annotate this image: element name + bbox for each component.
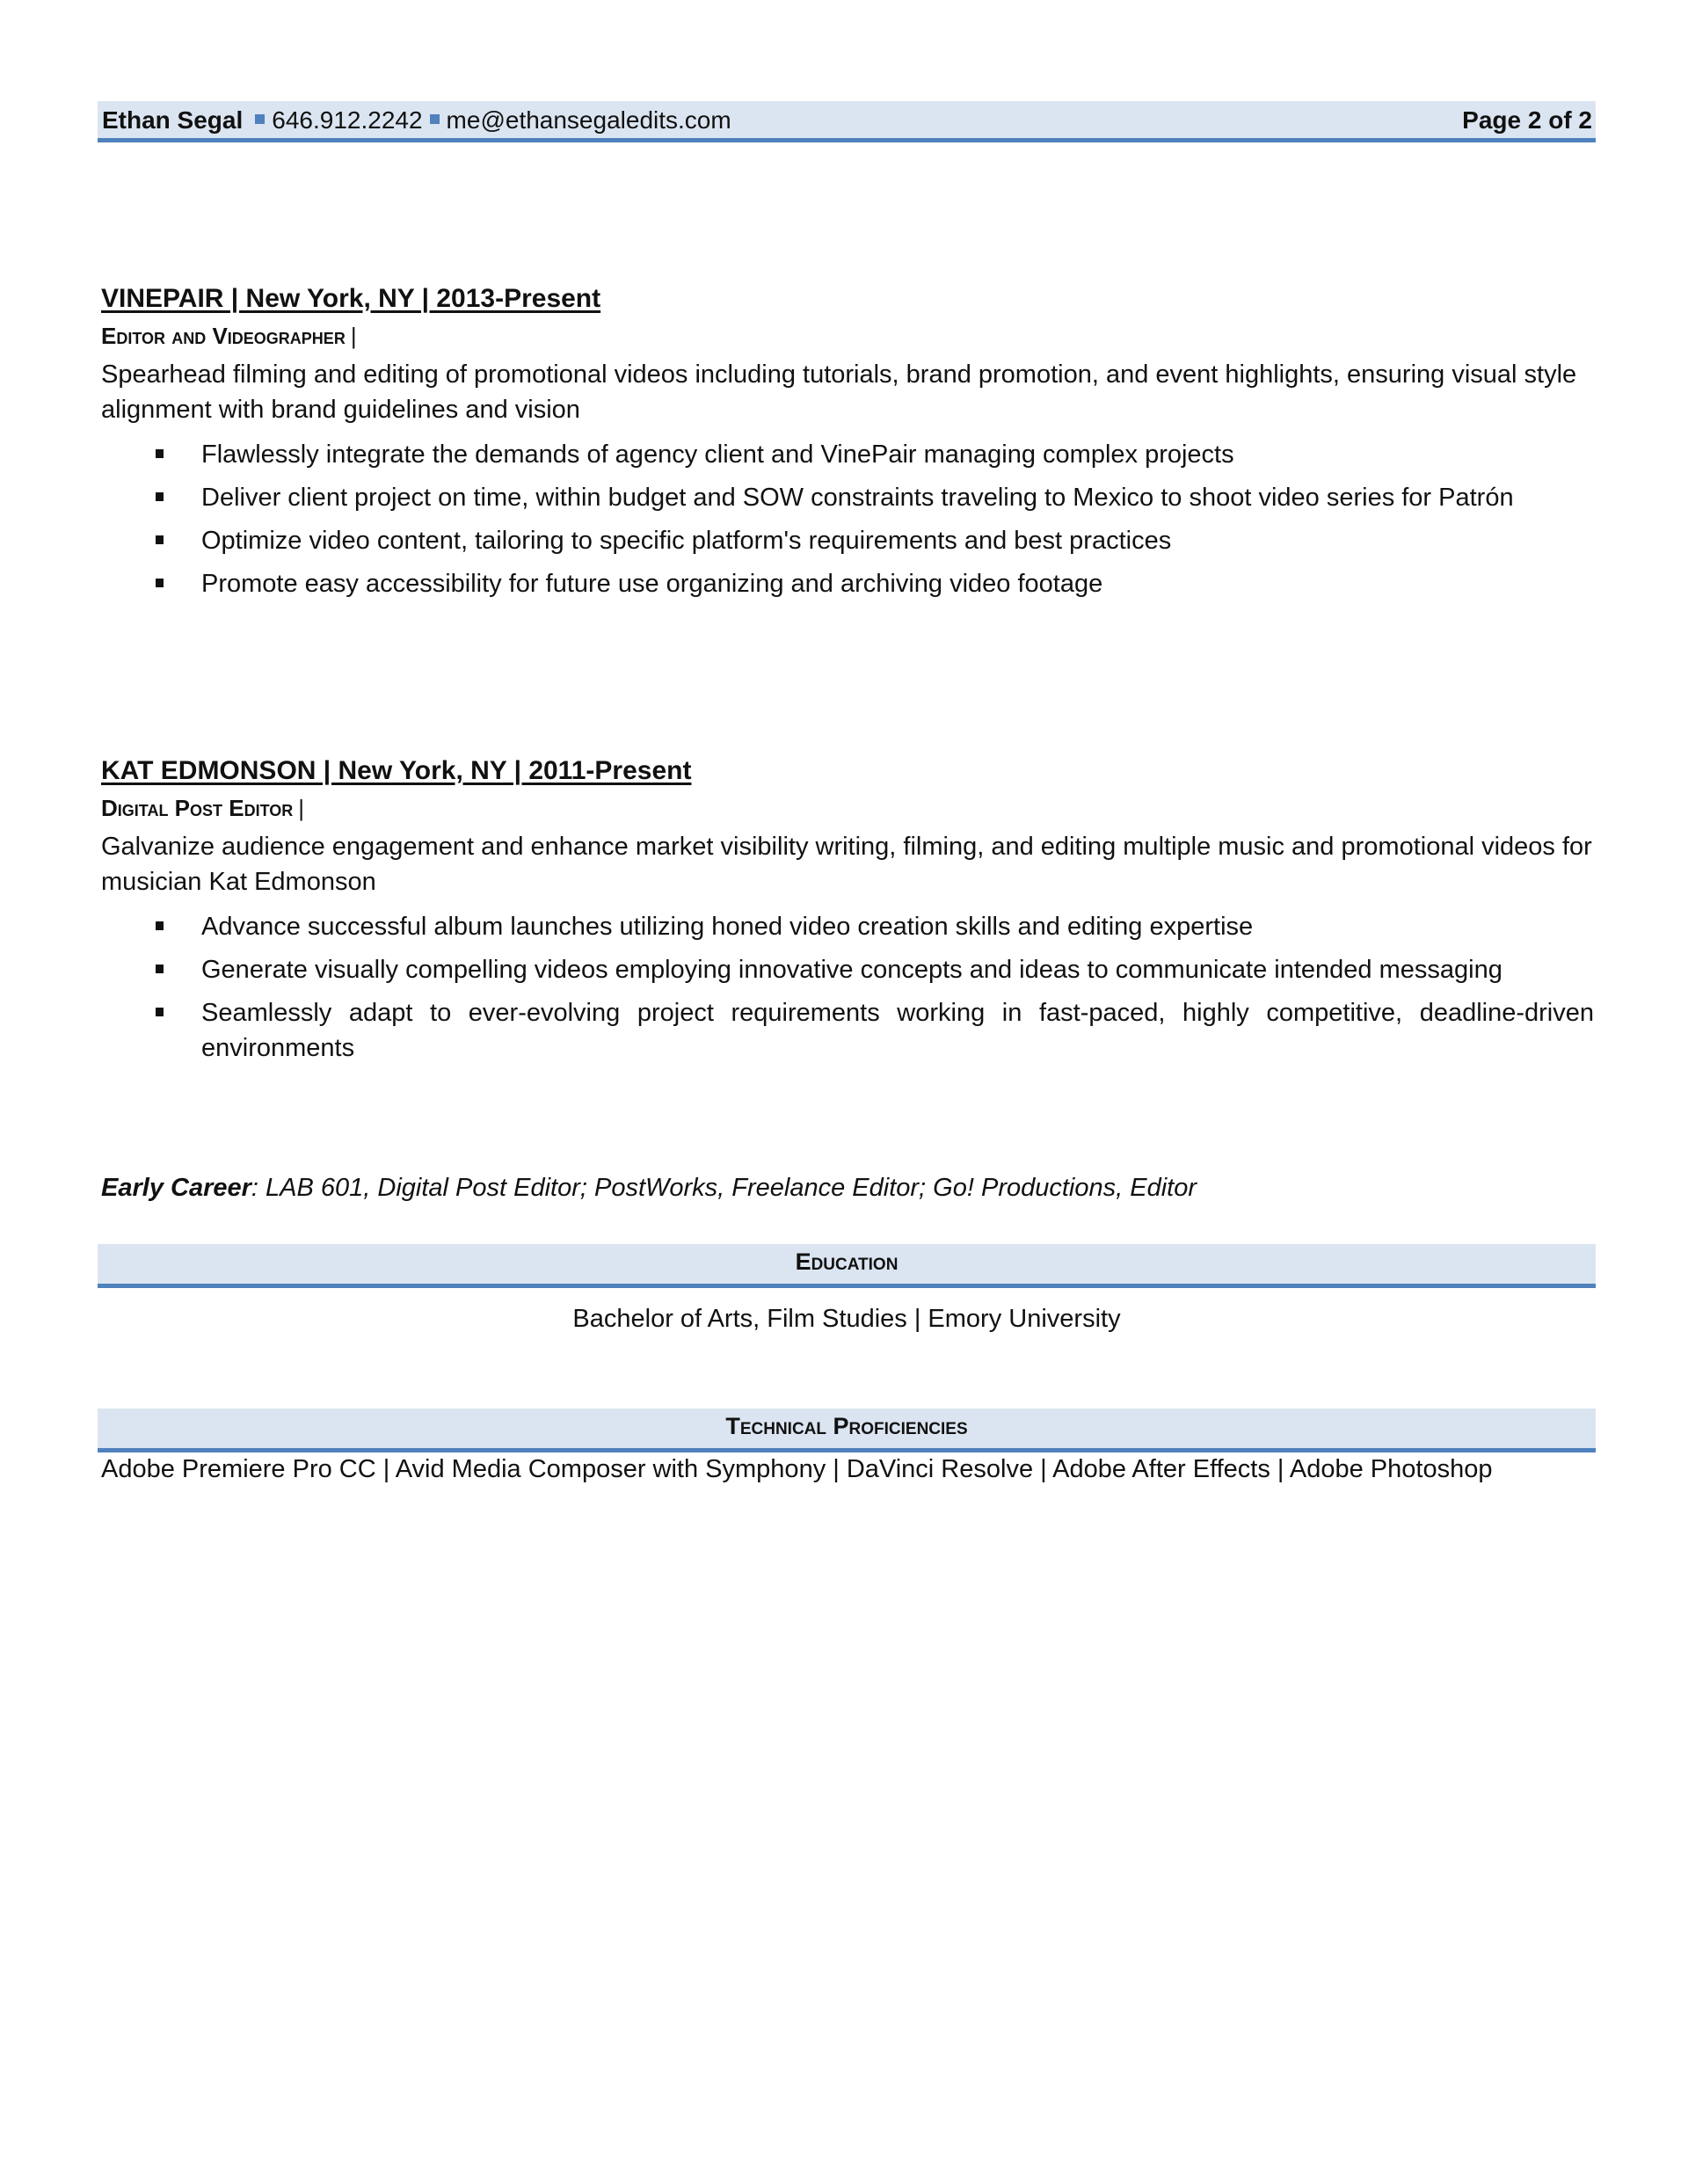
candidate-name: Ethan Segal — [102, 106, 244, 134]
job-summary-kat-edmonson: Galvanize audience engagement and enhance market visibility writing, filming, and editing multiple music and promotional videos for musician Kat Edmonson — [101, 833, 1592, 896]
page-header-band — [98, 101, 1596, 142]
technical-section-band — [98, 1409, 1596, 1452]
job-title-text: Editor and Videographer — [101, 323, 346, 349]
job-bullets-vinepair — [101, 437, 1596, 609]
square-bullet-icon — [255, 114, 265, 124]
phone-number: 646.912.2242 — [272, 106, 423, 134]
job-heading-kat-edmonson: KAT EDMONSON | New York, NY | 2011-Present — [101, 756, 692, 785]
list-item: Promote easy accessibility for future use organizing and archiving video footage — [101, 566, 1596, 601]
job-title-text: Digital Post Editor — [101, 795, 294, 821]
list-item: Optimize video content, tailoring to specific platform's requirements and best practices — [101, 523, 1596, 558]
job-summary-vinepair: Spearhead filming and editing of promotional videos including tutorials, brand promotion, and event highlights, ensuring visual style alignment with brand guidelines and vision — [101, 360, 1577, 424]
technical-skills-list: Adobe Premiere Pro CC | Avid Media Composer with Symphony | DaVinci Resolve | Adobe After Effects | Adobe Photoshop — [101, 1455, 1493, 1483]
education-section-band — [98, 1244, 1596, 1288]
square-bullet-icon — [156, 965, 164, 973]
square-bullet-icon — [156, 921, 164, 930]
square-bullet-icon — [430, 114, 440, 124]
title-separator: | — [298, 795, 305, 821]
contact-line — [102, 106, 731, 135]
square-bullet-icon — [156, 1008, 164, 1016]
list-item: Deliver client project on time, within budget and SOW constraints traveling to Mexico to shoot video series for Patrón — [101, 480, 1596, 515]
early-career-label: Early Career — [101, 1174, 251, 1202]
job-bullets-kat-edmonson — [101, 909, 1596, 1074]
square-bullet-icon — [156, 535, 164, 544]
list-item: Seamlessly adapt to ever-evolving project requirements working in fast-paced, highly competitive, deadline-driven environments — [101, 995, 1596, 1066]
square-bullet-icon — [156, 579, 164, 587]
job-title-vinepair — [101, 323, 357, 350]
square-bullet-icon — [156, 449, 164, 458]
education-entry: Bachelor of Arts, Film Studies | Emory University — [572, 1305, 1121, 1333]
education-section-title: Education — [795, 1249, 899, 1275]
list-item: Advance successful album launches utilizing honed video creation skills and editing expertise — [101, 909, 1596, 944]
list-item: Flawlessly integrate the demands of agency client and VinePair managing complex projects — [101, 437, 1596, 472]
email-address[interactable]: me@ethansegaledits.com — [446, 106, 731, 134]
job-title-kat-edmonson — [101, 795, 304, 822]
early-career-line — [101, 1174, 1197, 1203]
square-bullet-icon — [156, 492, 164, 501]
page-indicator: Page 2 of 2 — [1462, 106, 1592, 134]
early-career-text: : LAB 601, Digital Post Editor; PostWorks, Freelance Editor; Go! Productions, Editor — [251, 1174, 1197, 1202]
technical-section-title: Technical Proficiencies — [725, 1413, 968, 1439]
title-separator: | — [350, 323, 357, 349]
job-heading-vinepair: VINEPAIR | New York, NY | 2013-Present — [101, 284, 601, 313]
list-item: Generate visually compelling videos employing innovative concepts and ideas to communicate intended messaging — [101, 952, 1596, 987]
